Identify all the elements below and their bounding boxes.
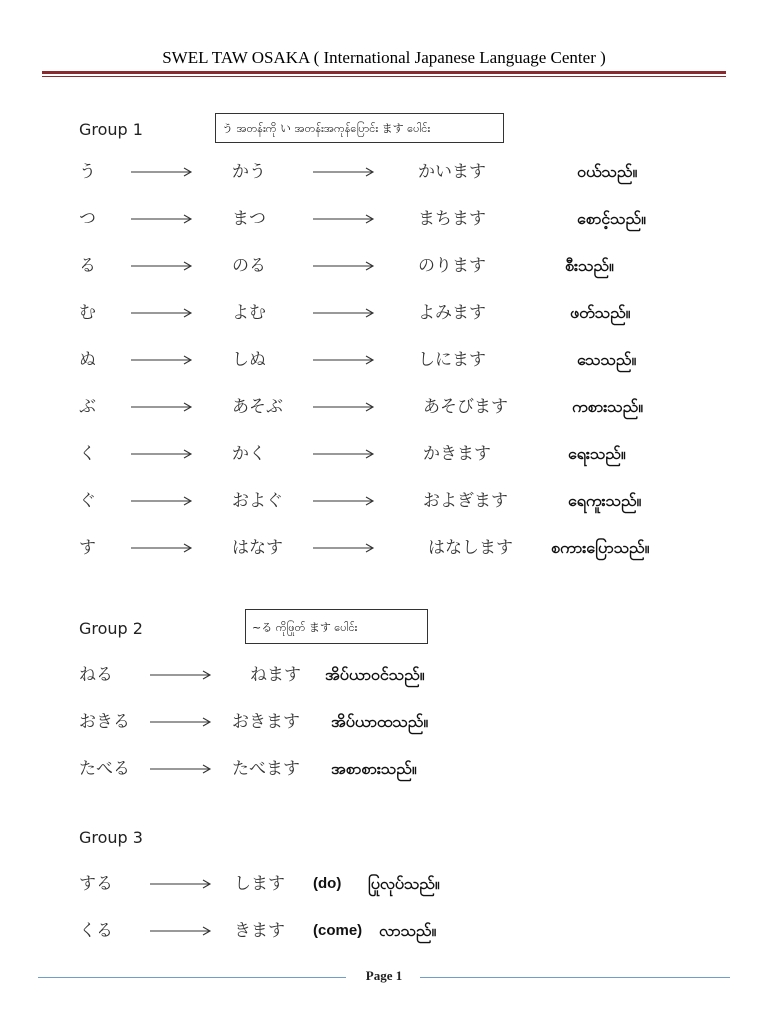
meaning-text: သေသည်။ xyxy=(577,350,637,369)
arrow-icon xyxy=(313,400,375,414)
meaning-text: ဝယ်သည်။ xyxy=(577,162,638,181)
arrow-icon xyxy=(313,541,375,555)
page-header: SWEL TAW OSAKA ( International Japanese Language Center ) xyxy=(162,48,606,67)
arrow-icon xyxy=(150,924,212,938)
verb-ending: つ xyxy=(79,209,96,229)
verb-ending: く xyxy=(79,444,96,464)
arrow-icon xyxy=(313,306,375,320)
verb-ending: る xyxy=(79,256,96,276)
group-1-rule-note: う အတန်းကို い အတန်းအကုန်ပြောင်း ます ပေါင်း xyxy=(215,113,504,143)
meaning-text: ရေးသည်။ xyxy=(568,444,626,463)
table-row xyxy=(0,869,768,899)
dictionary-form: はなす xyxy=(232,538,283,558)
meaning-text: ပြုလုပ်သည်။ xyxy=(368,874,440,893)
table-row xyxy=(0,251,768,281)
dictionary-form: かう xyxy=(232,162,266,182)
dictionary-form: よむ xyxy=(232,303,266,323)
meaning-text: ကစားသည်။ xyxy=(572,397,644,416)
masu-form: かいます xyxy=(418,162,486,182)
meaning-text: လာသည်။ xyxy=(379,921,437,940)
meaning-text: အိပ်ယာထသည်။ xyxy=(331,712,429,731)
table-row xyxy=(0,916,768,946)
arrow-icon xyxy=(131,447,193,461)
table-row xyxy=(0,660,768,690)
masu-form: ねます xyxy=(250,665,301,685)
arrow-icon xyxy=(150,877,212,891)
verb-ending: う xyxy=(79,162,96,182)
masu-form: たべます xyxy=(232,759,300,779)
dictionary-form: ねる xyxy=(79,665,113,685)
dictionary-form: おきる xyxy=(79,712,130,732)
arrow-icon xyxy=(313,494,375,508)
table-row xyxy=(0,345,768,375)
arrow-icon xyxy=(131,306,193,320)
dictionary-form: およぐ xyxy=(232,491,283,511)
masu-form: しにます xyxy=(418,350,486,370)
arrow-icon xyxy=(150,762,212,776)
arrow-icon xyxy=(150,715,212,729)
masu-form: します xyxy=(234,874,285,894)
table-row xyxy=(0,439,768,469)
group-1-label: Group 1 xyxy=(79,120,143,139)
dictionary-form: たべる xyxy=(79,759,130,779)
meaning-text: ရေကူးသည်။ xyxy=(568,491,642,510)
meaning-text: စကားပြောသည်။ xyxy=(551,538,650,557)
table-row xyxy=(0,392,768,422)
masu-form: まちます xyxy=(418,209,486,229)
verb-ending: ぶ xyxy=(79,397,96,417)
arrow-icon xyxy=(131,259,193,273)
group-2-label: Group 2 xyxy=(79,619,143,638)
header-rule xyxy=(42,71,726,74)
dictionary-form: かく xyxy=(232,444,266,464)
table-row xyxy=(0,533,768,563)
verb-ending: む xyxy=(79,303,96,323)
group-3-label: Group 3 xyxy=(79,828,143,847)
verb-ending: ぐ xyxy=(79,491,96,511)
table-row xyxy=(0,707,768,737)
masu-form: きます xyxy=(234,921,285,941)
arrow-icon xyxy=(131,400,193,414)
group-2-rule-note: ~る ကိုဖြုတ် ます ပေါင်း xyxy=(245,609,428,644)
meaning-text: အိပ်ယာဝင်သည်။ xyxy=(325,665,425,684)
masu-form: およぎます xyxy=(423,491,508,511)
masu-form: かきます xyxy=(423,444,491,464)
dictionary-form: する xyxy=(79,874,113,894)
header-rule-thin xyxy=(42,76,726,77)
arrow-icon xyxy=(313,447,375,461)
table-row xyxy=(0,157,768,187)
verb-ending: ぬ xyxy=(79,350,96,370)
english-gloss: (do) xyxy=(313,875,342,892)
dictionary-form: くる xyxy=(79,921,113,941)
arrow-icon xyxy=(313,259,375,273)
meaning-text: စောင့်သည်။ xyxy=(577,209,646,228)
masu-form: おきます xyxy=(232,712,300,732)
english-gloss: (come) xyxy=(313,922,363,939)
meaning-text: အစာစားသည်။ xyxy=(331,759,417,778)
table-row xyxy=(0,298,768,328)
arrow-icon xyxy=(131,494,193,508)
arrow-icon xyxy=(131,541,193,555)
dictionary-form: しぬ xyxy=(232,350,266,370)
page-number: Page 1 xyxy=(365,968,403,983)
masu-form: よみます xyxy=(418,303,486,323)
meaning-text: စီးသည်။ xyxy=(565,256,614,275)
masu-form: はなします xyxy=(428,538,513,558)
table-row xyxy=(0,486,768,516)
verb-ending: す xyxy=(79,538,96,558)
arrow-icon xyxy=(150,668,212,682)
arrow-icon xyxy=(131,212,193,226)
dictionary-form: のる xyxy=(232,256,266,276)
arrow-icon xyxy=(131,165,193,179)
masu-form: あそびます xyxy=(423,397,508,417)
table-row xyxy=(0,204,768,234)
arrow-icon xyxy=(131,353,193,367)
arrow-icon xyxy=(313,353,375,367)
table-row xyxy=(0,754,768,784)
meaning-text: ဖတ်သည်။ xyxy=(570,303,631,322)
masu-form: のります xyxy=(418,256,486,276)
dictionary-form: あそぶ xyxy=(232,397,283,417)
arrow-icon xyxy=(313,165,375,179)
dictionary-form: まつ xyxy=(232,209,266,229)
arrow-icon xyxy=(313,212,375,226)
